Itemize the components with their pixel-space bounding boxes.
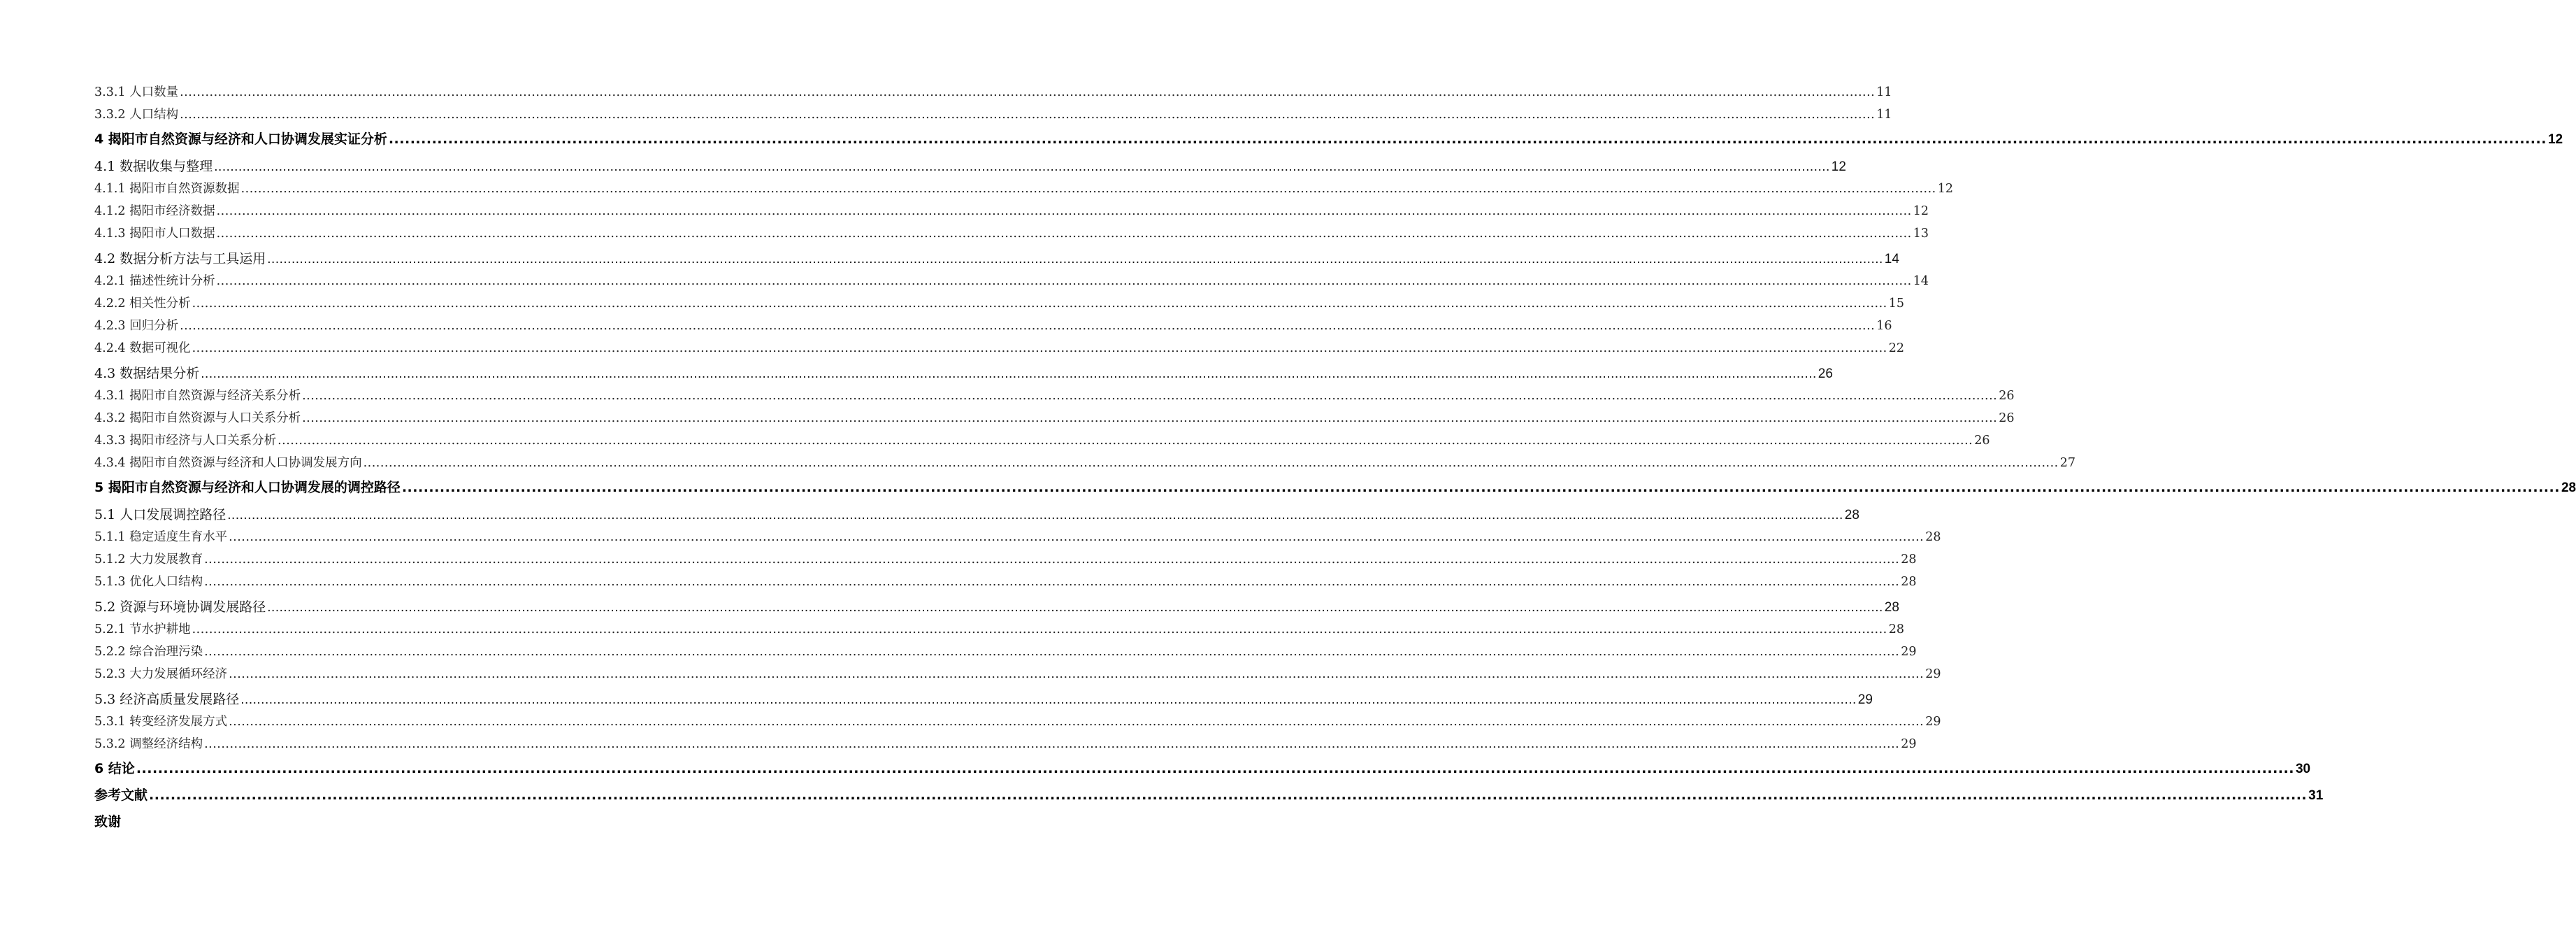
toc-entry[interactable] — [94, 81, 1892, 104]
toc-entry[interactable] — [94, 385, 2015, 407]
toc-entry-page-number: 29 — [1901, 645, 1917, 659]
toc-leader-dots: ................................................................................................................................................................................................................................................................................................................................................................................................................ — [229, 530, 1924, 544]
toc-leader-dots: ................................................................................................................................................................................................................................................................................................................................................................................................................ — [229, 715, 1924, 729]
toc-entry-title: 5.1.1 稳定适度生育水平 — [94, 530, 228, 544]
toc-entry-title: 4.1 数据收集与整理 — [94, 159, 213, 174]
toc-leader-dots: ................................................................................................................................................................................................................................................................................................................................................................................................................ — [192, 341, 1887, 355]
toc-entry-page-number: 14 — [1913, 274, 1929, 288]
table-of-contents — [94, 81, 2576, 835]
toc-entry[interactable] — [94, 200, 1929, 222]
toc-entry[interactable] — [94, 571, 1917, 593]
toc-entry-title: 5.1 人口发展调控路径 — [94, 507, 226, 522]
toc-entry-title: 5.3.1 转变经济发展方式 — [94, 715, 228, 729]
toc-entry-page-number: 28 — [1925, 530, 1941, 544]
toc-entry-page-number: 29 — [1925, 715, 1941, 729]
toc-entry-title: 5.3.2 调整经济结构 — [94, 737, 203, 751]
toc-entry[interactable] — [94, 641, 1917, 663]
toc-leader-dots: ................................................................................................................................................................................................................................................................................................................................................................................................................ — [363, 456, 2059, 470]
toc-entry[interactable] — [94, 688, 1873, 711]
toc-leader-dots: ................................................................................................................................................................................................................................................................................................................................................................................................................ — [302, 389, 1998, 403]
toc-leader-dots: ................................................................................................................................................................................................................................................................................................................................................................................................................ — [216, 204, 1912, 218]
toc-entry-title: 6 结论 — [94, 761, 135, 776]
toc-entry-page-number: 16 — [1876, 319, 1892, 333]
toc-leader-dots: ................................................................................................................................................................................................................................................................................................................................................................................................................ — [201, 366, 1817, 381]
toc-leader-dots: ................................................................................................................................................................................................................................................................................................................................................................................................................ — [136, 761, 2294, 776]
toc-leader-dots: ................................................................................................................................................................................................................................................................................................................................................................................................................ — [180, 319, 1876, 333]
toc-entry[interactable] — [94, 474, 2576, 501]
toc-entry-page-number: 28 — [1888, 622, 1904, 636]
toc-entry[interactable] — [94, 222, 1929, 245]
toc-entry-page-number: 26 — [1999, 411, 2015, 425]
toc-leader-dots: ................................................................................................................................................................................................................................................................................................................................................................................................................ — [180, 108, 1876, 122]
toc-leader-dots: ................................................................................................................................................................................................................................................................................................................................................................................................................ — [401, 480, 2560, 495]
toc-leader-dots: ................................................................................................................................................................................................................................................................................................................................................................................................................ — [388, 131, 2547, 147]
toc-entry-title: 5.3 经济高质量发展路径 — [94, 692, 240, 707]
toc-entry-title: 4.3.4 揭阳市自然资源与经济和人口协调发展方向 — [94, 456, 362, 470]
toc-leader-dots: ................................................................................................................................................................................................................................................................................................................................................................................................................ — [180, 85, 1876, 99]
toc-entry-page-number: 30 — [2295, 762, 2311, 776]
toc-leader-dots: ................................................................................................................................................................................................................................................................................................................................................................................................................ — [204, 737, 1900, 751]
toc-entry-page-number: 28 — [1844, 508, 1859, 522]
toc-entry-page-number: 26 — [1818, 366, 1833, 381]
toc-entry[interactable] — [94, 407, 2015, 429]
toc-entry[interactable] — [94, 270, 1929, 292]
toc-entry-title: 5 揭阳市自然资源与经济和人口协调发展的调控路径 — [94, 480, 401, 495]
toc-leader-dots: ................................................................................................................................................................................................................................................................................................................................................................................................................ — [240, 182, 1936, 196]
toc-entry-title: 4.3 数据结果分析 — [94, 366, 200, 381]
toc-entry-page-number: 14 — [1884, 252, 1899, 266]
toc-entry-page-number: 22 — [1888, 341, 1904, 355]
toc-leader-dots: ................................................................................................................................................................................................................................................................................................................................................................................................................ — [216, 227, 1912, 241]
toc-entry-title: 4.2.3 回归分析 — [94, 319, 179, 333]
toc-entry-title: 4.3.2 揭阳市自然资源与人口关系分析 — [94, 411, 301, 425]
toc-entry[interactable] — [94, 362, 1833, 385]
toc-entry-title: 3.3.2 人口结构 — [94, 108, 179, 122]
toc-entry-page-number: 13 — [1913, 227, 1929, 241]
toc-entry-page-number: 12 — [1831, 159, 1846, 174]
toc-entry-page-number: 26 — [1999, 389, 2015, 403]
toc-entry-title: 4.3.3 揭阳市经济与人口关系分析 — [94, 434, 277, 448]
toc-entry[interactable] — [94, 711, 1941, 733]
toc-leader-dots: ................................................................................................................................................................................................................................................................................................................................................................................................................ — [192, 297, 1887, 311]
toc-entry-title: 5.1.3 优化人口结构 — [94, 575, 203, 589]
toc-entry[interactable] — [94, 452, 2075, 474]
toc-entry[interactable] — [94, 663, 1941, 685]
toc-entry-title: 4.1.1 揭阳市自然资源数据 — [94, 182, 240, 196]
toc-leader-dots: ................................................................................................................................................................................................................................................................................................................................................................................................................ — [204, 553, 1900, 567]
toc-entry-title: 4.2.1 描述性统计分析 — [94, 274, 215, 288]
toc-entry-page-number: 11 — [1876, 85, 1892, 99]
toc-entry[interactable] — [94, 315, 1892, 337]
toc-entry[interactable] — [94, 809, 594, 835]
toc-entry-title: 4.2.4 数据可视化 — [94, 341, 191, 355]
toc-entry-title: 5.2.2 综合治理污染 — [94, 645, 203, 659]
toc-leader-dots: ................................................................................................................................................................................................................................................................................................................................................................................................................ — [192, 622, 1887, 636]
toc-leader-dots: ................................................................................................................................................................................................................................................................................................................................................................................................................ — [204, 575, 1900, 589]
toc-entry-title: 3.3.1 人口数量 — [94, 85, 179, 99]
toc-entry[interactable] — [94, 548, 1917, 571]
toc-leader-dots: ................................................................................................................................................................................................................................................................................................................................................................................................................ — [214, 159, 1830, 174]
toc-leader-dots: ................................................................................................................................................................................................................................................................................................................................................................................................................ — [267, 600, 1883, 615]
toc-entry[interactable] — [94, 429, 1990, 452]
toc-leader-dots: ................................................................................................................................................................................................................................................................................................................................................................................................................ — [229, 667, 1924, 681]
toc-entry-page-number: 26 — [1974, 434, 1990, 448]
toc-entry[interactable] — [94, 104, 1892, 126]
toc-entry-title: 参考文献 — [94, 788, 148, 803]
toc-entry-title: 4 揭阳市自然资源与经济和人口协调发展实证分析 — [94, 131, 387, 147]
toc-entry[interactable] — [94, 596, 1899, 618]
toc-entry[interactable] — [94, 155, 1846, 178]
toc-entry-page-number: 31 — [2308, 788, 2324, 803]
toc-entry[interactable] — [94, 337, 1904, 359]
toc-entry-title: 4.1.3 揭阳市人口数据 — [94, 227, 215, 241]
toc-entry-page-number: 29 — [1925, 667, 1941, 681]
toc-entry-page-number: 12 — [1913, 204, 1929, 218]
toc-entry-title: 5.2.1 节水护耕地 — [94, 622, 191, 636]
toc-entry-page-number: 15 — [1888, 297, 1904, 311]
toc-entry-title: 4.1.2 揭阳市经济数据 — [94, 204, 215, 218]
toc-entry-page-number: 28 — [1901, 575, 1917, 589]
toc-entry[interactable] — [94, 504, 1859, 526]
toc-leader-dots: ................................................................................................................................................................................................................................................................................................................................................................................................................ — [240, 692, 1857, 707]
toc-entry-page-number: 29 — [1901, 737, 1917, 751]
toc-entry-title: 5.2 资源与环境协调发展路径 — [94, 599, 266, 615]
toc-entry-page-number: 28 — [1901, 553, 1917, 567]
toc-entry-title: 4.3.1 揭阳市自然资源与经济关系分析 — [94, 389, 301, 403]
toc-entry-page-number: 29 — [1857, 692, 1873, 707]
toc-entry[interactable] — [94, 782, 2324, 809]
toc-entry-page-number: 12 — [2547, 132, 2563, 147]
toc-leader-dots: ................................................................................................................................................................................................................................................................................................................................................................................................................ — [267, 252, 1883, 266]
toc-leader-dots: ................................................................................................................................................................................................................................................................................................................................................................................................................ — [302, 411, 1998, 425]
toc-entry[interactable] — [94, 292, 1904, 315]
toc-entry-title: 4.2 数据分析方法与工具运用 — [94, 251, 266, 266]
toc-leader-dots: ................................................................................................................................................................................................................................................................................................................................................................................................................ — [149, 788, 2308, 803]
toc-entry[interactable] — [94, 178, 1953, 200]
toc-entry[interactable] — [94, 755, 2311, 782]
toc-entry[interactable] — [94, 618, 1904, 641]
toc-entry-page-number: 11 — [1876, 108, 1892, 122]
toc-entry-page-number: 27 — [2059, 456, 2075, 470]
toc-entry-title: 致谢 — [94, 814, 122, 829]
toc-entry-page-number: 12 — [1937, 182, 1953, 196]
toc-entry-title: 4.2.2 相关性分析 — [94, 297, 191, 311]
toc-entry-title: 5.1.2 大力发展教育 — [94, 553, 203, 567]
toc-leader-dots: ................................................................................................................................................................................................................................................................................................................................................................................................................ — [278, 434, 1973, 448]
toc-entry[interactable] — [94, 526, 1941, 548]
toc-entry-page-number: 28 — [1884, 600, 1899, 615]
toc-entry-page-number: 28 — [2561, 480, 2576, 495]
toc-entry[interactable] — [94, 126, 2563, 152]
toc-entry[interactable] — [94, 248, 1899, 270]
toc-entry[interactable] — [94, 733, 1917, 755]
toc-leader-dots: ................................................................................................................................................................................................................................................................................................................................................................................................................ — [204, 645, 1900, 659]
toc-leader-dots: ................................................................................................................................................................................................................................................................................................................................................................................................................ — [227, 508, 1843, 522]
toc-entry-title: 5.2.3 大力发展循环经济 — [94, 667, 228, 681]
toc-leader-dots: ................................................................................................................................................................................................................................................................................................................................................................................................................ — [216, 274, 1912, 288]
